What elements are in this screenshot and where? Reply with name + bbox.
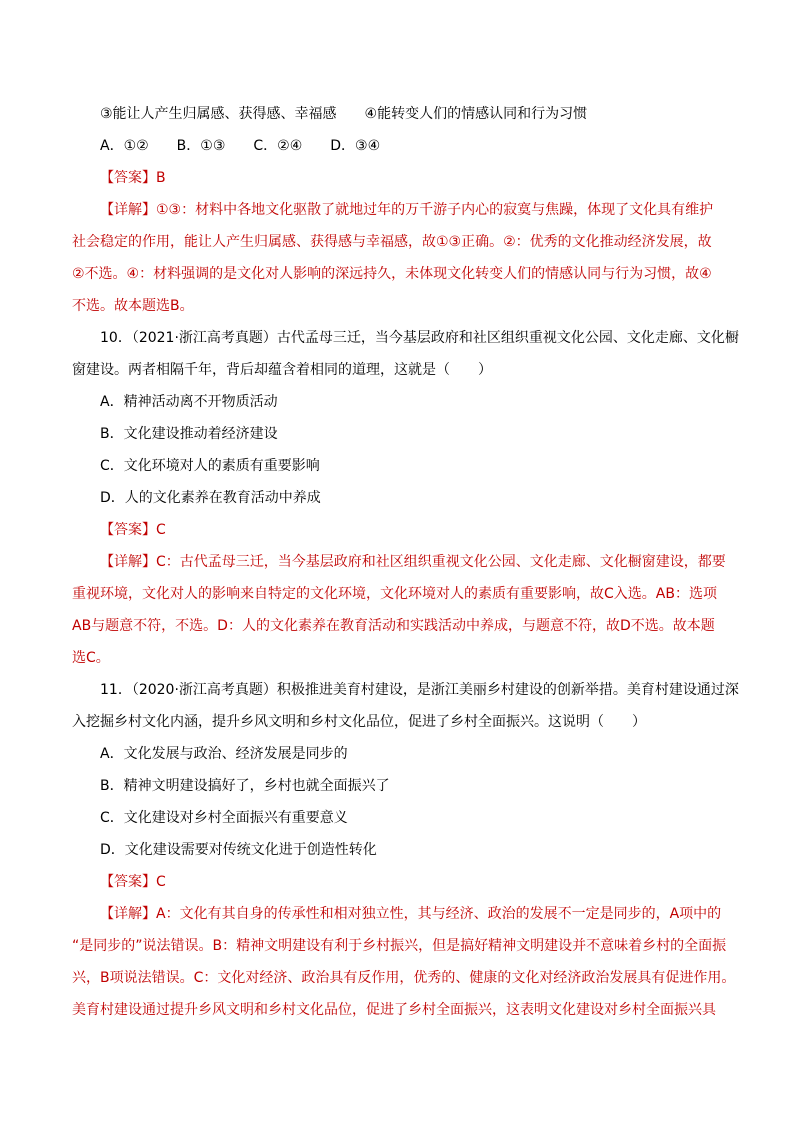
q11-stem-line-2: 入挖掘乡村文化内涵，提升乡风文明和乡村文化品位，促进了乡村全面振兴。这说明（ ） <box>72 714 646 730</box>
detail-label: 【详解】 <box>100 202 156 218</box>
detail-text: ①③：材料中各地文化驱散了就地过年的万千游子内心的寂寞与焦躁，体现了文化具有维护 <box>156 202 714 218</box>
q9-detail-line-4: 不选。故本题选B。 <box>72 298 194 314</box>
q10-detail-line-1 <box>72 546 726 578</box>
q9-detail-line-1 <box>72 194 722 226</box>
q10-option-b: B．文化建设推动着经济建设 <box>100 426 278 442</box>
answer-value: C <box>156 522 166 538</box>
q11-detail-line-3: 兴，B项说法错误。C：文化对经济、政治具有反作用，优秀的、健康的文化对经济政治发展具有促进作用。 <box>72 970 736 986</box>
q11-detail-line-1 <box>72 898 722 930</box>
q10-stem-line-2: 窗建设。两者相隔千年，背后却蕴含着相同的道理，这就是（ ） <box>72 362 492 378</box>
answer-label: 【答案】 <box>100 522 156 538</box>
q11-option-c: C．文化建设对乡村全面振兴有重要意义 <box>100 810 348 826</box>
q10-detail-line-3: AB与题意不符，不选。D：人的文化素养在教育活动和实践活动中养成，与题意不符，故D不选。故本题 <box>72 618 715 634</box>
answer-label: 【答案】 <box>100 874 156 890</box>
answer-value: B <box>156 170 166 186</box>
q10-option-c: C．文化环境对人的素质有重要影响 <box>100 458 320 474</box>
q10-option-a: A．精神活动离不开物质活动 <box>100 394 278 410</box>
q11-option-b: B．精神文明建设搞好了，乡村也就全面振兴了 <box>100 778 390 794</box>
q11-option-a: A．文化发展与政治、经济发展是同步的 <box>100 746 348 762</box>
q9-answer <box>72 162 722 194</box>
q11-answer <box>72 866 722 898</box>
q11-option-d: D．文化建设需要对传统文化进于创造性转化 <box>100 842 377 858</box>
q10-option-d: D．人的文化素养在教育活动中养成 <box>100 490 321 506</box>
answer-value: C <box>156 874 166 890</box>
q9-detail-line-3: ②不选。④：材料强调的是文化对人影响的深远持久，未体现文化转变人们的情感认同与行为习惯，故④ <box>72 266 712 282</box>
q11-detail-line-2: “是同步的”说法错误。B：精神文明建设有利于乡村振兴，但是搞好精神文明建设并不意味着乡村的全面振 <box>72 938 727 954</box>
q10-stem-line-1: 10．（2021·浙江高考真题）古代孟母三迁，当今基层政府和社区组织重视文化公园、文化走廊、文化橱 <box>100 330 739 346</box>
q10-answer <box>72 514 722 546</box>
q10-detail-line-4: 选C。 <box>72 650 110 666</box>
q9-choices: A．①② B．①③ C．②④ D．③④ <box>100 138 381 154</box>
document-page <box>72 98 739 1026</box>
q11-detail-line-4: 美育村建设通过提升乡风文明和乡村文化品位，促进了乡村全面振兴，这表明文化建设对乡村全面振兴具 <box>72 1002 716 1018</box>
detail-text: A：文化有其自身的传承性和相对独立性，其与经济、政治的发展不一定是同步的，A项中的 <box>156 906 722 922</box>
detail-label: 【详解】 <box>100 554 156 570</box>
detail-label: 【详解】 <box>100 906 156 922</box>
q11-stem-line-1: 11．（2020·浙江高考真题）积极推进美育村建设，是浙江美丽乡村建设的创新举措。美育村建设通过深 <box>100 682 739 698</box>
q10-detail-line-2: 重视环境，文化对人的影响来自特定的文化环境，文化环境对人的素质有重要影响，故C入选。AB：选项 <box>72 586 717 602</box>
detail-text: C：古代孟母三迁，当今基层政府和社区组织重视文化公园、文化走廊、文化橱窗建设，都要 <box>156 554 726 570</box>
answer-label: 【答案】 <box>100 170 156 186</box>
q9-detail-line-2: 社会稳定的作用，能让人产生归属感、获得感与幸福感，故①③正确。②：优秀的文化推动经济发展，故 <box>72 234 712 250</box>
q9-option-line: ③能让人产生归属感、获得感、幸福感 ④能转变人们的情感认同和行为习惯 <box>100 106 588 122</box>
